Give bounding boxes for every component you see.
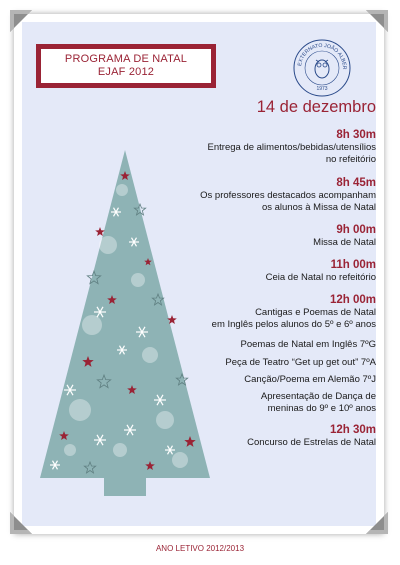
photo-corner-icon <box>366 10 388 32</box>
svg-text:1973: 1973 <box>316 86 328 92</box>
schedule-time: 9h 00m <box>336 224 376 236</box>
schedule-time: 12h 30m <box>329 424 376 436</box>
schedule-description: Poemas de Natal em Inglês 7ºG <box>240 339 376 350</box>
photo-corner-icon <box>366 512 388 534</box>
schedule-description: meninas do 9º e 10º anos <box>267 403 376 414</box>
school-logo <box>292 38 352 98</box>
schedule-description: Apresentação de Dança de <box>260 391 376 402</box>
schedule-description: Concurso de Estrelas de Natal <box>247 437 376 448</box>
program-title-box <box>36 44 216 88</box>
schedule-time: 11h 00m <box>330 259 376 271</box>
schedule-time: 8h 30m <box>336 129 376 141</box>
program-subtitle: EJAF 2012 <box>97 66 155 78</box>
photo-corner-icon <box>10 10 32 32</box>
schedule-description: Ceia de Natal no refeitório <box>265 272 376 283</box>
program-title: PROGRAMA DE NATAL <box>64 53 188 65</box>
event-date: 14 de dezembro <box>256 98 376 116</box>
svg-text:EXTERNATO JOÃO ALBERTO FARIA: EXTERNATO JOÃO ALBER <box>297 42 348 70</box>
schedule-description: Canção/Poema em Alemão 7ºJ <box>244 374 376 385</box>
schedule-description: Os professores destacados acompanham <box>200 190 376 201</box>
schedule-time: 8h 45m <box>336 177 376 189</box>
photo-corner-icon <box>10 512 32 534</box>
schedule-description: os alunos à Missa de Natal <box>261 202 376 213</box>
schedule-description: Cantigas e Poemas de Natal <box>255 307 376 318</box>
schedule-description: Entrega de alimentos/bebidas/utensílios <box>207 142 376 153</box>
schedule-description: no refeitório <box>325 154 376 165</box>
schedule-time: 12h 00m <box>329 294 376 306</box>
schedule-description: em Inglês pelos alunos do 5º e 6º anos <box>211 319 376 330</box>
schedule-description: Peça de Teatro “Get up get out” 7ºA <box>225 357 376 368</box>
schedule-description: Missa de Natal <box>313 237 376 248</box>
school-year: ANO LETIVO 2012/2013 <box>155 544 245 553</box>
christmas-tree-illustration <box>30 150 220 500</box>
